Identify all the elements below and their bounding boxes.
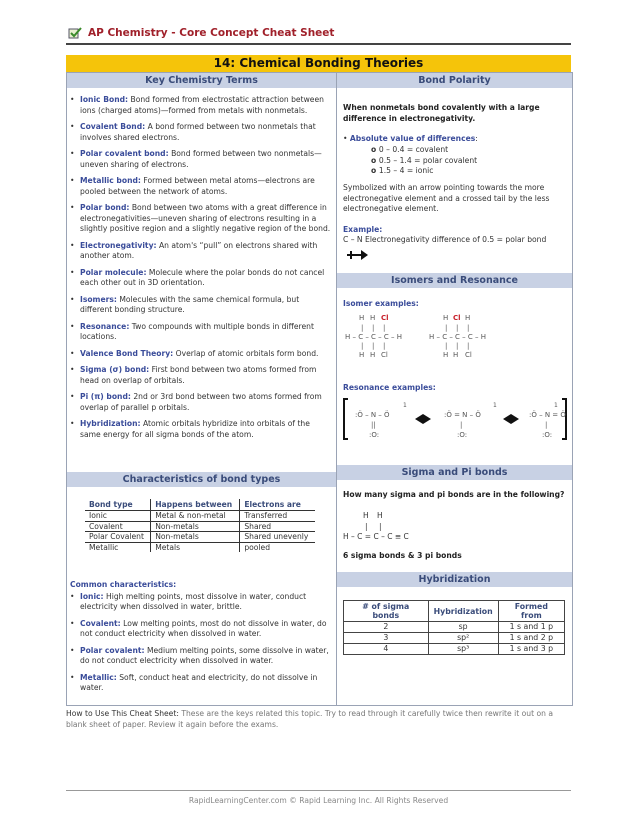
key-term-term: Metallic bond: [80,176,141,185]
key-term-definition: Formed between metal atoms—electrons are pooled between the network of atoms. [80,176,315,196]
key-terms-list [70,95,332,446]
key-term-term: Sigma (σ) bond: [80,365,150,374]
hybridization-column-header: Formed from [498,601,564,622]
svg-text:Cl: Cl [381,351,388,359]
checkmark-logo-icon [68,27,82,39]
svg-text:H: H [359,314,365,322]
bond-types-heading: Characteristics of bond types [67,472,336,487]
footer-copyright: RapidLearningCenter.com © Rapid Learning Inc. All Rights Reserved [188,796,449,805]
key-term-definition: Molecule where the polar bonds do not cancel each other out in 3D orientation. [80,267,325,287]
page-title: 14: Chemical Bonding Theories [66,55,571,72]
common-characteristic-term: Ionic: [80,591,104,601]
how-to-label: How to Use This Cheat Sheet: [66,709,179,718]
key-term-term: Isomers: [80,294,117,304]
svg-text:||: || [371,421,376,429]
key-term-term: Electronegativity: [80,240,157,250]
common-characteristic-term: Metallic: [80,672,117,682]
key-term-item [70,349,332,360]
svg-text:H: H [359,351,365,359]
key-term-definition: Two compounds with multiple bonds in different locations. [80,321,314,341]
svg-text:Cl: Cl [453,314,461,322]
svg-text:H – C – C – C – H: H – C – C – C – H [345,333,402,341]
svg-text::Ö = N – Ö: :Ö = N – Ö [444,411,481,419]
svg-text:|: | [456,324,459,332]
key-term-item [70,392,332,413]
svg-text::O:: :O: [369,431,380,439]
polarity-range: o 0 – 0.4 = covalent [371,145,449,154]
bond-type-column-header: Happens between [151,499,240,511]
svg-text:|: | [361,342,364,350]
how-to-text: These are the keys related this topic. Try to read through it carefully twice then rewrite it out on a blank sheet of paper. Review it again before the exams. [66,709,554,729]
polarity-range: o 1.5 – 4 = ionic [371,166,434,175]
common-characteristic-definition: Soft, conduct heat and electricity, do not dissolve in water. [80,672,318,692]
svg-text:H – C – C – C – H: H – C – C – C – H [429,333,486,341]
bond-type-row [85,532,315,543]
bond-type-cell: pooled [240,542,315,552]
header-rule [66,43,571,45]
svg-text:H: H [377,511,383,520]
common-characteristic-definition: Low melting points, most do not dissolve in water, do not conduct electricity when dissolved in water. [80,618,327,638]
hybridization-row [344,633,565,644]
svg-text:|: | [456,342,459,350]
svg-text:|: | [445,342,448,350]
svg-text:|: | [383,342,386,350]
key-term-item [70,203,332,235]
key-term-item [70,365,332,386]
example-text: C – N Electronegativity difference of 0.5 = polar bond [343,235,547,244]
common-characteristic-item [70,592,332,613]
key-term-term: Pi (π) bond: [80,392,131,401]
key-term-term: Covalent Bond: [80,122,146,131]
bond-type-row [85,511,315,522]
sigma-pi-question: How many sigma and pi bonds are in the following? [343,490,565,499]
resonance-label: Resonance examples: [343,383,436,392]
common-characteristic-item [70,646,332,667]
hybridization-row [344,622,565,633]
bond-type-cell: Metallic [85,542,151,552]
svg-text:|: | [545,421,548,429]
key-term-term: Ionic Bond: [80,95,129,104]
isomer-label: Isomer examples: [343,299,419,308]
isomer-structures [343,311,543,359]
key-term-definition: An atom's “pull” on electrons shared with another atom. [80,240,318,260]
bond-types-table [85,499,315,552]
svg-text:Cl: Cl [381,314,389,322]
bond-type-cell: Shared unevenly [240,532,315,543]
key-term-definition: Bond between two atoms with a great difference in electronegativities—uneven sharing of electrons resulting in a slightly positive region and a slightly negative region of the bond. [80,203,331,233]
common-characteristic-item [70,673,332,694]
key-term-item [70,268,332,289]
example-label: Example: [343,225,383,234]
hybridization-cell: 1 s and 1 p [498,622,564,633]
abs-value-label: Absolute value of differences [349,134,476,143]
key-term-item [70,122,332,143]
svg-text:|: | [372,342,375,350]
common-characteristic-definition: High melting points, most dissolve in water, conduct electricity when dissolved in water, brittle. [80,591,307,611]
hybridization-cell: 4 [344,644,429,655]
bond-type-cell: Ionic [85,511,151,522]
polarity-intro: When nonmetals bond covalently with a large difference in electronegativity. [343,103,540,123]
key-term-item [70,176,332,197]
bond-type-cell: Transferred [240,511,315,522]
key-term-term: Hybridization: [80,419,141,428]
symbolized-text: Symbolized with an arrow pointing towards the more electronegative element and a crossed tail by the less electronegative element. [343,183,550,213]
header-title: AP Chemistry - Core Concept Cheat Sheet [88,27,335,39]
footer-rule [66,790,571,791]
common-characteristic-item [70,619,332,640]
ranges-list [371,145,551,177]
key-term-term: Resonance: [80,321,130,331]
hybridization-column-header: Hybridization [428,601,498,622]
hybridization-table [343,600,565,655]
svg-text:Cl: Cl [465,351,472,359]
bond-type-cell: Metal & non-metal [151,511,240,522]
key-terms-heading: Key Chemistry Terms [67,73,336,88]
svg-text::O:: :O: [542,431,553,439]
key-term-term: Polar bond: [80,203,130,212]
key-term-definition: Overlap of atomic orbitals form bond. [173,348,319,358]
svg-text:1: 1 [403,402,407,409]
sigma-pi-heading: Sigma and Pi bonds [337,465,572,480]
svg-text:H: H [370,351,376,359]
sigma-pi-structure [343,509,463,545]
svg-text:|: | [365,522,368,531]
key-term-definition: First bond between two atoms formed from head on overlap of orbitals. [80,365,317,385]
common-characteristic-term: Covalent: [80,618,121,628]
bond-type-row [85,542,315,552]
svg-text:|: | [383,324,386,332]
svg-text:H: H [465,314,471,322]
bond-type-cell: Metals [151,542,240,552]
svg-text:H: H [370,314,376,322]
bond-type-column-header: Bond type [89,500,133,509]
key-term-definition: Molecules with the same chemical formula, but different bonding structure. [80,294,300,314]
key-term-item [70,322,332,343]
hybridization-heading: Hybridization [337,572,572,587]
bond-type-row [85,521,315,532]
svg-text:|: | [460,421,463,429]
key-term-item [70,95,332,116]
hybridization-cell: sp² [428,633,498,644]
hybridization-cell: 1 s and 3 p [498,644,564,655]
bond-type-cell: Polar Covalent [85,532,151,543]
hybridization-row [344,644,565,655]
svg-text:H – C = C – C ≡ C: H – C = C – C ≡ C [343,532,409,541]
resonance-structures [341,395,569,443]
hybridization-cell: sp [428,622,498,633]
hybridization-cell: 1 s and 2 p [498,633,564,644]
key-term-term: Polar covalent bond: [80,149,169,158]
svg-text:|: | [445,324,448,332]
svg-text:1: 1 [493,402,497,409]
common-characteristic-definition: Medium melting points, some dissolve in water, do not conduct electricity when dissolved in water. [80,645,329,665]
key-term-definition: 2nd or 3rd bond between two atoms formed from overlap of parallel p orbitals. [80,392,322,412]
svg-text:H: H [443,314,449,322]
key-term-term: Valence Bond Theory: [80,348,174,358]
key-term-item [70,419,332,440]
bond-type-column-header: Electrons are [240,499,315,511]
common-characteristics [70,580,332,700]
svg-text:|: | [467,342,470,350]
svg-text:|: | [361,324,364,332]
key-term-definition: A bond formed between two nonmetals that involves shared electrons. [80,122,316,142]
page-header [66,26,571,46]
right-column [336,72,573,706]
svg-text:H: H [363,511,369,520]
svg-text::Ö – N – Ö: :Ö – N – Ö [355,411,390,419]
hybridization-column-header: # of sigma bonds [344,601,429,622]
svg-text:H: H [443,351,449,359]
key-term-term: Polar molecule: [80,267,147,277]
hybridization-cell: 3 [344,633,429,644]
bond-type-cell: Covalent [85,521,151,532]
sigma-pi-answer: 6 sigma bonds & 3 pi bonds [343,551,462,560]
how-to-use-note [66,708,571,730]
svg-text:1: 1 [554,402,558,409]
svg-text::O:: :O: [457,431,468,439]
hybridization-cell: 2 [344,622,429,633]
key-term-definition: Atomic orbitals hybridize into orbitals of the same energy for all sigma bonds of the atom. [80,419,310,439]
polarity-range: o 0.5 – 1.4 = polar covalent [371,155,478,165]
abs-value-line: • Absolute value of differences: [343,134,478,143]
svg-text::Ö – N = Ö: :Ö – N = Ö [529,411,566,419]
bond-type-cell: Non-metals [151,521,240,532]
key-term-item [70,295,332,316]
common-characteristic-term: Polar covalent: [80,645,145,655]
svg-text:|: | [372,324,375,332]
key-term-definition: Bond formed from electrostatic attraction between ions (charged atoms)—formed from metals with nonmetals. [80,95,324,115]
common-heading: Common characteristics: [70,580,177,589]
bond-polarity-heading: Bond Polarity [337,73,572,88]
left-column [66,72,336,706]
bond-type-cell: Shared [240,521,315,532]
bond-type-cell: Non-metals [151,532,240,543]
isomers-heading: Isomers and Resonance [337,273,572,288]
svg-text:|: | [467,324,470,332]
polarity-arrow-icon [345,249,369,261]
key-term-definition: Bond formed between two nonmetals—uneven sharing of electrons. [80,149,322,169]
svg-text:|: | [379,522,382,531]
key-term-item [70,241,332,262]
hybridization-cell: sp³ [428,644,498,655]
svg-text:H: H [453,351,459,359]
key-term-item [70,149,332,170]
